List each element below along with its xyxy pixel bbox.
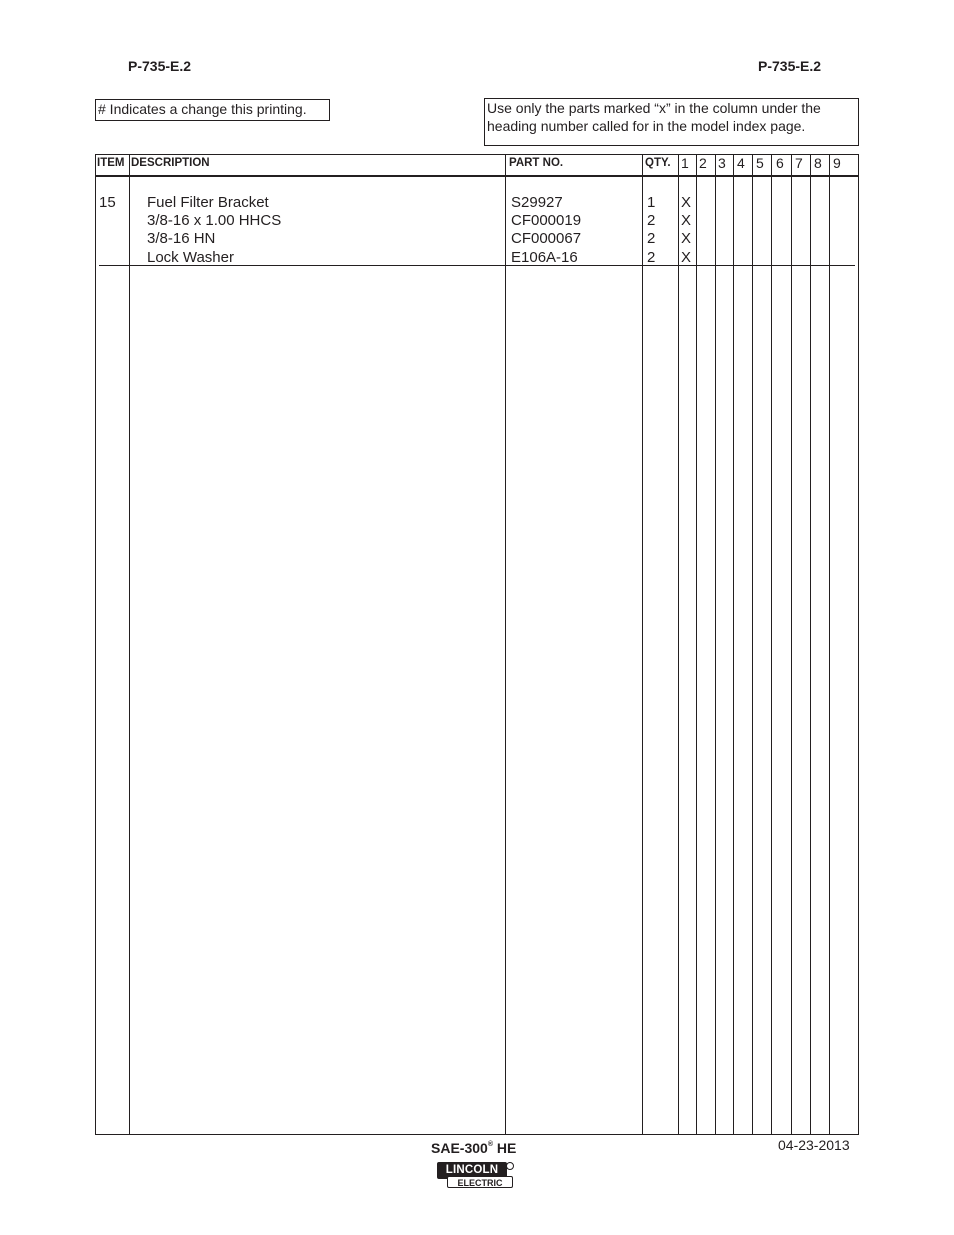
table-left-border	[95, 154, 96, 1135]
row-part-no: E106A-16	[511, 249, 578, 266]
col-divider-m3	[733, 154, 734, 1135]
column-header-qty: QTY.	[645, 157, 671, 169]
usage-note-text: Use only the parts marked “x” in the column under the heading number called for in the model index page.	[487, 100, 821, 134]
row-description: 3/8-16 HN	[147, 230, 216, 247]
col-divider-m6	[791, 154, 792, 1135]
column-header-model-7: 7	[795, 155, 803, 171]
col-divider-m7	[810, 154, 811, 1135]
logo-registered-icon	[506, 1162, 514, 1170]
change-note-text: # Indicates a change this printing.	[98, 101, 307, 117]
row-model-mark: X	[681, 230, 692, 247]
model-name-text: SAE-300	[431, 1140, 488, 1156]
lincoln-electric-logo	[437, 1162, 517, 1190]
column-header-model-8: 8	[814, 155, 822, 171]
col-divider-m1	[696, 154, 697, 1135]
column-header-model-6: 6	[776, 155, 784, 171]
column-header-model-2: 2	[699, 155, 707, 171]
row-qty: 2	[647, 212, 656, 229]
col-divider-description	[505, 154, 506, 1135]
row-description: Fuel Filter Bracket	[147, 194, 269, 211]
row-description: Lock Washer	[147, 249, 234, 266]
col-divider-qty	[678, 154, 679, 1135]
change-note-box	[95, 99, 330, 121]
col-divider-m8	[829, 154, 830, 1135]
usage-note-box	[484, 98, 859, 146]
row-qty: 2	[647, 249, 656, 266]
table-bottom-border	[95, 1134, 859, 1135]
row-part-no: CF000019	[511, 212, 582, 229]
column-header-model-1: 1	[681, 155, 689, 171]
col-divider-item	[129, 154, 130, 1135]
column-header-model-5: 5	[756, 155, 764, 171]
registered-mark: ®	[487, 1141, 493, 1148]
row-model-mark: X	[681, 212, 692, 229]
model-suffix-text: HE	[496, 1140, 517, 1156]
row-description: 3/8-16 x 1.00 HHCS	[147, 212, 282, 229]
col-divider-partno	[642, 154, 643, 1135]
column-header-model-9: 9	[833, 155, 841, 171]
row-part-no: S29927	[511, 194, 563, 211]
footer-date: 04-23-2013	[778, 1137, 850, 1153]
header-code-right: P-735-E.2	[758, 58, 822, 74]
table-right-border	[858, 154, 859, 1135]
column-header-model-3: 3	[718, 155, 726, 171]
logo-bottom-band: ELECTRIC	[447, 1176, 513, 1188]
header-code-left: P-735-E.2	[128, 58, 192, 74]
col-divider-m4	[752, 154, 753, 1135]
column-header-model-4: 4	[737, 155, 745, 171]
row-model-mark: X	[681, 249, 692, 266]
row-part-no: CF000067	[511, 230, 582, 247]
table-header-divider	[95, 175, 859, 177]
row-qty: 1	[647, 194, 656, 211]
row-model-mark: X	[681, 194, 692, 211]
item-number: 15	[99, 194, 116, 211]
col-divider-m2	[715, 154, 716, 1135]
column-header-part-no: PART NO.	[509, 157, 564, 169]
col-divider-m5	[771, 154, 772, 1135]
logo-top-band: LINCOLN	[437, 1162, 507, 1179]
column-header-description: DESCRIPTION	[131, 157, 210, 169]
footer-model-name	[431, 1140, 516, 1156]
column-header-item: ITEM	[97, 157, 125, 169]
row-qty: 2	[647, 230, 656, 247]
